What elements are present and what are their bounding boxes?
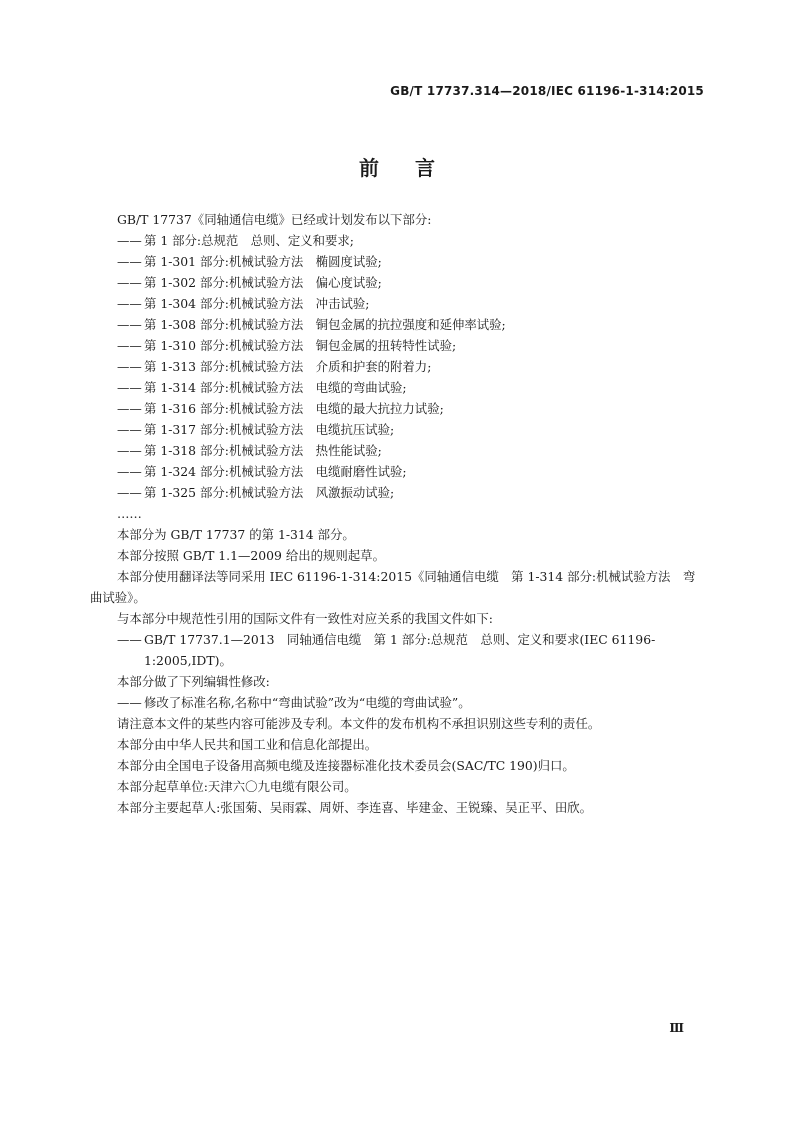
patent-paragraph: 请注意本文件的某些内容可能涉及专利。本文件的发布机构不承担识别这些专利的责任。	[117, 716, 601, 731]
list-item: —— 第 1-308 部分:机械试验方法 铜包金属的抗拉强度和延伸率试验;	[117, 317, 506, 332]
parts-list	[90, 230, 704, 503]
drafting-rules-paragraph: 本部分按照 GB/T 1.1—2009 给出的规则起草。	[117, 548, 385, 563]
list-item: —— 第 1-317 部分:机械试验方法 电缆抗压试验;	[117, 422, 395, 437]
list-item: —— 第 1-304 部分:机械试验方法 冲击试验;	[117, 296, 370, 311]
list-item: —— 第 1-313 部分:机械试验方法 介质和护套的附着力;	[117, 359, 432, 374]
standard-code-header: GB/T 17737.314—2018/IEC 61196-1-314:2015	[390, 84, 704, 98]
page-number: Ⅲ	[669, 1021, 684, 1035]
list-item: —— 第 1-316 部分:机械试验方法 电缆的最大抗拉力试验;	[117, 401, 444, 416]
ellipsis: ……	[117, 506, 142, 521]
list-item: —— 第 1-325 部分:机械试验方法 风激振动试验;	[117, 485, 395, 500]
list-item: —— 第 1-302 部分:机械试验方法 偏心度试验;	[117, 275, 382, 290]
edit-item: —— 修改了标准名称,名称中“弯曲试验”改为“电缆的弯曲试验”。	[117, 695, 471, 710]
intro-paragraph: GB/T 17737《同轴通信电缆》已经或计划发布以下部分:	[117, 212, 432, 227]
proposed-by-paragraph: 本部分由中华人民共和国工业和信息化部提出。	[117, 737, 378, 752]
list-item: —— 第 1-324 部分:机械试验方法 电缆耐磨性试验;	[117, 464, 407, 479]
list-item: —— 第 1-301 部分:机械试验方法 椭圆度试验;	[117, 254, 382, 269]
list-item: —— 第 1-310 部分:机械试验方法 铜包金属的扭转特性试验;	[117, 338, 457, 353]
jurisdiction-paragraph: 本部分由全国电子设备用高频电缆及连接器标准化技术委员会(SAC/TC 190)归口。	[117, 758, 575, 773]
list-item: —— 第 1-318 部分:机械试验方法 热性能试验;	[117, 443, 382, 458]
list-item: —— 第 1-314 部分:机械试验方法 电缆的弯曲试验;	[117, 380, 407, 395]
normative-intro-paragraph: 与本部分中规范性引用的国际文件有一致性对应关系的我国文件如下:	[117, 611, 493, 626]
normative-reference-item: —— GB/T 17737.1—2013 同轴通信电缆 第 1 部分:总规范 总则、定义和要求(IEC 61196-1:2005,IDT)。	[117, 632, 656, 668]
page-title: 前言	[359, 156, 471, 180]
part-of-paragraph: 本部分为 GB/T 17737 的第 1-314 部分。	[117, 527, 355, 542]
drafting-unit-paragraph: 本部分起草单位:天津六〇九电缆有限公司。	[117, 779, 357, 794]
document-body	[90, 209, 704, 818]
edits-intro-paragraph: 本部分做了下列编辑性修改:	[117, 674, 270, 689]
drafters-paragraph: 本部分主要起草人:张国菊、吴雨霖、周妍、李连喜、毕建金、王锐臻、吴正平、田欣。	[117, 800, 593, 815]
translation-paragraph: 本部分使用翻译法等同采用 IEC 61196-1-314:2015《同轴通信电缆 第 1-314 部分:机械试验方法 弯曲试验》。	[90, 569, 696, 605]
list-item: —— 第 1 部分:总规范 总则、定义和要求;	[117, 233, 354, 248]
